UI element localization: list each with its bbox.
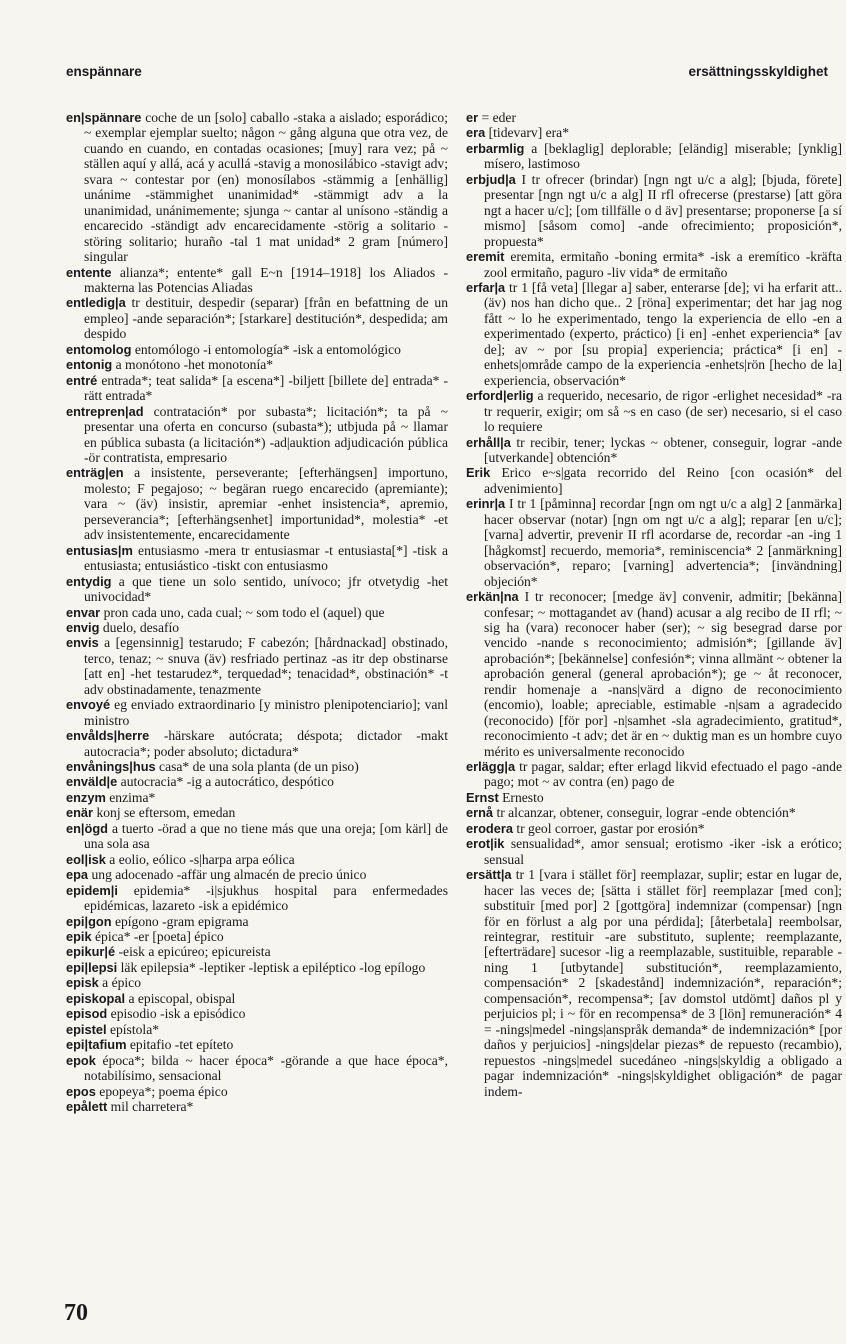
- entry-headword: eol|isk: [66, 851, 106, 867]
- entry-definition: tr 1 [få veta] [llegar a] saber, enterarse [de]; vi ha erfarit att.. (äv) nos han dicho que.. 2 [röna] experimentar; det har jag nog fått ~ lo he experimentado, tengo la experiencia de ello -en a experimentado (experto, práctico) [i en] -enhet experiencia* [av de]; av ~ por [su propia] experiencia; práctica* [i en] -enhets|område campo de la experiencia -enhets|rön [hecho de la] experiencia, observación*: [484, 279, 843, 388]
- entry-definition: eremita, ermitaño -boning ermita* -isk a eremítico -kräfta zool ermitaño, paguro -liv vida* de ermitaño: [484, 249, 842, 280]
- dictionary-entry: [66, 805, 448, 820]
- entry-headword: epos: [66, 1083, 96, 1099]
- entry-headword: enär: [66, 805, 94, 821]
- entry-definition: läk epilepsia* -leptiker -leptisk a epiléptico -log epílogo: [120, 959, 426, 975]
- entry-headword: entydig: [66, 573, 112, 589]
- entry-headword: erbjud|a: [466, 171, 516, 187]
- entry-headword: eremit: [466, 249, 505, 265]
- entry-definition: coche de un [solo] caballo -staka a aislado; esporádico; ~ exemplar ejemplar suelto; någon ~ gång alguna que otra vez, de cuando en cuando, en contadas ocasiones; [muy] rara vez; på ~ ställen aquí y allá, acá y acullá -stavig a monosilábico -stavigt adv; svara ~ contestar por (en) monosílabos -stämmig a [enhällig] unánime -stämmighet unanimidad* -stämmigt adv a la unanimidad, unánimemente; sjunga ~ cantar al unísono -ständig a encarecido -ständigt adv encarecidamente -störig a solitario -störing solitario; huraño -tal 1 mat unidad* 2 gram [número] singular: [84, 110, 449, 265]
- dictionary-entry: [466, 496, 842, 589]
- entry-definition: a [egensinnig] testarudo; F cabezón; [hårdnackad] obstinado, terco, tenaz; ~ snuva (äv) resfriado pertinaz -as itr dep obstinarse [att en] -het testarudez*, terquedad*; tenacidad*, obstinación* -t adv obstinadamente, tenazmente: [84, 635, 448, 697]
- entry-definition: sensualidad*, amor sensual; erotismo -iker -isk a erótico; sensual: [484, 836, 842, 867]
- entry-headword: entledig|a: [66, 295, 126, 311]
- entry-definition: enzima*: [109, 789, 156, 805]
- entry-headword: erlägg|a: [466, 759, 516, 775]
- dictionary-entry: [66, 295, 448, 341]
- entry-definition: konj se eftersom, emedan: [96, 805, 236, 821]
- dictionary-entry: [466, 805, 842, 820]
- entry-definition: epígono -gram epigrama: [114, 913, 249, 929]
- dictionary-entry: [466, 836, 842, 867]
- entry-headword: envoyé: [66, 697, 111, 713]
- entry-definition: contratación* por subasta*; licitación*; ta på ~ presentar una oferta en concurso (subasta*); utbjuda på ~ llamar en pública subasta (a licitación*) -ad|auktion adjudicación pública -ör contratista, empresario: [84, 403, 448, 465]
- entry-headword: epistel: [66, 1021, 107, 1037]
- dictionary-entry: [466, 280, 842, 388]
- dictionary-entry: [66, 1006, 448, 1021]
- entry-headword: erford|erlig: [466, 388, 534, 404]
- entry-definition: [tidevarv] era*: [488, 125, 570, 141]
- dictionary-entry: [66, 1037, 448, 1052]
- entry-headword: enträg|en: [66, 465, 124, 481]
- dictionary-entry: [66, 465, 448, 542]
- entry-headword: enväld|e: [66, 774, 118, 790]
- entry-definition: I tr ofrecer (brindar) [ngn ngt u/c a alg]; [bjuda, förete] presentar [ngn ngt u/c a alg] II rfl ofrecerse (prestarse) [att göra ngt a hacer u/c]; [om tillfälle o d äv] presentarse; proponerse [a sí mismo] [såsom como] -ande ofrecimiento; proposición*, propuesta*: [484, 171, 842, 249]
- entry-headword: envig: [66, 619, 100, 635]
- dictionary-entry: [66, 944, 448, 959]
- entry-definition: eg enviado extraordinario [y ministro plenipotenciario]; vanl ministro: [84, 697, 449, 728]
- dictionary-entry: [66, 543, 448, 574]
- entry-definition: episodio -isk a episódico: [110, 1006, 246, 1022]
- dictionary-entry: [66, 697, 448, 728]
- entry-definition: epístola*: [109, 1021, 160, 1037]
- dictionary-entry: [466, 867, 842, 1099]
- dictionary-entry: [466, 465, 842, 496]
- entry-headword: entré: [66, 372, 98, 388]
- entry-definition: casa* de una sola planta (de un piso): [159, 759, 359, 775]
- entry-headword: epi|lepsi: [66, 959, 118, 975]
- dictionary-entry: [466, 790, 842, 805]
- dictionary-entry: [66, 342, 448, 357]
- entry-definition: a monótono -het monotonía*: [115, 357, 274, 373]
- entry-definition: tr 1 [vara i stället för] reemplazar, suplir; estar en lugar de, hacer las veces de; [sätta i stället för] reemplazar [med con]; substituir [med por] 2 [gottgöra] indemnizar (compensar) [ngn för en förlust a alg por una pérdida]; [återbetala] reembolsar, reintegrar, restituir -are substituto, suplente; reemplazante, [efterträdare] sucesor -lig a reemplazable, sustituible, reparable -ning 1 [utbytande] substitución*, reemplazamiento, compensación* 2 [skadestånd] indemnización*, reparación*; compensación*, recompensa*; [av domstol utdömt] daños pl y perjuicios pl; i ~ för en recompensa* de 3 [lön] remuneración* 4 = -nings|medel -nings|anspråk demanda* de indemnización* [por daños y perjuicios] -nings|delar piezas* de repuesto (recambio), repuestos -nings|medel sucedáneo -nings|skyldig a obligado a pagar indemnización* -nings|skyldighet obligación* de pagar indem-: [484, 867, 842, 1099]
- entry-definition: alianza*; entente* gall E~n [1914–1918] los Aliados -makterna las Potencias Aliadas: [84, 264, 448, 295]
- dictionary-entry: [466, 759, 842, 790]
- entry-headword: en|ögd: [66, 820, 108, 836]
- entry-headword: epikur|é: [66, 944, 116, 960]
- dictionary-entry: [466, 141, 842, 172]
- entry-definition: I tr reconocer; [medge äv] convenir, admitir; [bekänna] confesar; ~ mottagandet av (hand) acusar a alg recibo de II rfl; ~ sig ha (vara) reconocer haber (ser); ~ sig besegrad darse por vencido -nande s reconocimiento; admisión*; [gillande äv] aprobación*; [bekännelse] confesión*; vinna allmänt ~ obtener la aprobación general (general aprobación*); ge ~ åt reconocer, rendir homenaje a -nans|värd a digno de reconocimiento (encomio), loable; apreciable, estimable -n|sam a agradecido (reconocido) [för por] -n|samhet -sla agradecimiento, gratitud*, reconocimiento -t adv; det är en ~ duktig man es un hombre cuyo mérito es universalmente reconocido: [484, 589, 842, 759]
- entry-definition: ung adocenado -affär ung almacén de precio único: [91, 867, 367, 883]
- entry-definition: a eolio, eólico -s|harpa arpa eólica: [109, 851, 295, 867]
- dictionary-entry: [466, 172, 842, 249]
- entry-definition: entrada*; teat salida* [a escena*] -biljett [billete de] entrada* -rätt entrada*: [84, 372, 448, 404]
- entry-headword: envis: [66, 635, 99, 651]
- entry-definition: a requerido, necesario, de rigor -erlighet necesidad* -ra tr requerir, exigir; om så ~s en caso (de ser) necesario, si el caso lo requiere: [484, 388, 842, 435]
- entry-headword: erodera: [466, 820, 513, 836]
- dictionary-entry: [466, 125, 842, 140]
- entry-definition: a que tiene un solo sentido, unívoco; jfr otvetydig -het univocidad*: [84, 573, 448, 605]
- running-head: [66, 64, 828, 86]
- dictionary-entry: [466, 435, 842, 466]
- entry-headword: envar: [66, 604, 101, 620]
- entry-definition: épica* -er [poeta] épico: [95, 929, 224, 945]
- dictionary-entry: [66, 929, 448, 944]
- entry-definition: a insistente, perseverante; [efterhängsen] importuno, molesto; F pegajoso; ~ begäran ruego encarecido (apremiante); vara ~ (äv) insistir, apremiar -enhet insistencia*, apremio, perseverancia*; [efterhängsenhet] importunidad*, molestia* -et adv insistentemente, encarecidamente: [84, 465, 448, 543]
- entry-headword: enzym: [66, 789, 106, 805]
- dictionary-column-left: [66, 110, 448, 1114]
- entry-definition: tr alcanzar, obtener, conseguir, lograr -ende obtención*: [496, 805, 796, 821]
- dictionary-entry: [66, 759, 448, 774]
- entry-definition: entusiasmo -mera tr entusiasmar -t entusiasta[*] -tisk a entusiasta; entusiástico -tiskt con entusiasmo: [84, 542, 448, 574]
- entry-definition: a [beklaglig] deplorable; [eländig] miserable; [ynklig] mísero, lastimoso: [484, 140, 842, 172]
- entry-headword: erot|ik: [466, 836, 505, 852]
- dictionary-entry: [66, 852, 448, 867]
- entry-headword: entonig: [66, 357, 113, 373]
- dictionary-entry: [66, 110, 448, 265]
- dictionary-entry: [66, 265, 448, 296]
- entry-definition: tr pagar, saldar; efter erlagd likvid efectuado el pago -ande pago; mot ~ av contra (en) pago de: [484, 759, 842, 790]
- entry-definition: tr geol corroer, gastar por erosión*: [516, 820, 705, 836]
- entry-definition: Erico e~s|gata recorrido del Reino [con ocasión* del advenimiento]: [484, 465, 842, 496]
- dictionary-entry: [66, 620, 448, 635]
- entry-headword: epik: [66, 929, 92, 945]
- entry-definition: tr destituir, despedir (separar) [från en befattning de un empleo] -ande separación*; [starkare] destitución*, despedida; am despido: [84, 295, 448, 342]
- entry-definition: tr recibir, tener; lyckas ~ obtener, conseguir, lograr -ande [utverkande] obtención*: [484, 434, 842, 465]
- dictionary-entry: [66, 728, 448, 759]
- entry-headword: epidem|i: [66, 882, 118, 898]
- entry-headword: epålett: [66, 1099, 108, 1114]
- entry-headword: epa: [66, 867, 89, 883]
- dictionary-entry: [66, 991, 448, 1006]
- entry-headword: entusias|m: [66, 542, 133, 558]
- entry-definition: epidemia* -i|sjukhus hospital para enfermedades epidémicas, lazareto -isk a epidémico: [84, 882, 448, 914]
- entry-headword: episk: [66, 975, 99, 991]
- guide-word-right: ersättningsskyldighet: [688, 64, 828, 79]
- entry-headword: entrepren|ad: [66, 403, 144, 419]
- entry-definition: a tuerto -örad a que no tiene más que una oreja; [om kärl] de una sola asa: [84, 820, 448, 852]
- entry-definition: Ernesto: [502, 789, 544, 805]
- entry-headword: Ernst: [466, 789, 499, 805]
- entry-definition: epopeya*; poema épico: [99, 1083, 228, 1099]
- dictionary-entry: [66, 1053, 448, 1084]
- entry-definition: a episcopal, obispal: [128, 990, 236, 1006]
- entry-headword: episod: [66, 1006, 108, 1022]
- entry-headword: er: [466, 110, 479, 125]
- entry-headword: erinr|a: [466, 496, 506, 512]
- dictionary-entry: [66, 790, 448, 805]
- entry-definition: -eisk a epicúreo; epicureista: [118, 944, 271, 960]
- entry-headword: envånings|hus: [66, 759, 156, 775]
- entry-headword: erbarmlig: [466, 140, 525, 156]
- guide-word-left: enspännare: [66, 64, 142, 79]
- dictionary-entry: [66, 1099, 448, 1114]
- dictionary-entry: [66, 960, 448, 975]
- entry-definition: I tr 1 [påminna] recordar [ngn om ngt u/c a alg] 2 [anmärka] hacer observar (notar) [ngn om ngt u/c a alg]; reparar [en u/c]; [varna] advertir, prevenir II rfl acordarse de, recordar -an -ing 1 [hågkomst] recuerdo, memoria*, reminiscencia* 2 [anmärkning] observación*, reparo; [varning] advertencia*; [invändning] objeción*: [484, 496, 843, 589]
- dictionary-entry: [66, 975, 448, 990]
- dictionary-entry: [66, 1084, 448, 1099]
- dictionary-entry: [466, 110, 842, 125]
- dictionary-entry: [66, 883, 448, 914]
- entry-definition: pron cada uno, cada cual; ~ som todo el (aquel) que: [103, 604, 385, 620]
- dictionary-entry: [66, 1022, 448, 1037]
- dictionary-entry: [66, 574, 448, 605]
- dictionary-entry: [66, 914, 448, 929]
- entry-headword: erkän|na: [466, 589, 519, 605]
- entry-headword: episkopal: [66, 990, 126, 1006]
- dictionary-entry: [66, 357, 448, 372]
- entry-headword: envålds|herre: [66, 728, 150, 744]
- entry-headword: era: [466, 125, 486, 141]
- dictionary-entry: [66, 373, 448, 404]
- entry-definition: a épico: [102, 975, 142, 991]
- dictionary-entry: [66, 605, 448, 620]
- entry-headword: Erik: [466, 465, 491, 481]
- entry-definition: autocracia* -ig a autocrático, despótico: [120, 774, 334, 790]
- entry-definition: epitafio -tet epíteto: [129, 1037, 234, 1053]
- entry-headword: epok: [66, 1052, 96, 1068]
- dictionary-entry: [466, 388, 842, 434]
- page-number: 70: [64, 1300, 88, 1326]
- entry-headword: ernå: [466, 805, 494, 821]
- dictionary-entry: [66, 867, 448, 882]
- dictionary-entry: [466, 589, 842, 759]
- entry-definition: duelo, desafío: [102, 619, 180, 635]
- dictionary-entry: [466, 821, 842, 836]
- entry-headword: erfar|a: [466, 279, 506, 295]
- entry-definition: mil charretera*: [110, 1099, 194, 1114]
- entry-definition: = eder: [481, 110, 516, 125]
- dictionary-entry: [66, 821, 448, 852]
- entry-definition: entomólogo -i entomología* -isk a entomológico: [134, 341, 401, 357]
- dictionary-column-right: [466, 110, 842, 1099]
- dictionary-entry: [66, 635, 448, 697]
- dictionary-entry: [466, 249, 842, 280]
- dictionary-entry: [66, 774, 448, 789]
- entry-headword: en|spännare: [66, 110, 142, 125]
- entry-headword: entomolog: [66, 341, 132, 357]
- entry-headword: epi|tafium: [66, 1037, 127, 1053]
- entry-headword: epi|gon: [66, 913, 112, 929]
- entry-definition: época*; bilda ~ hacer época* -görande a que hace época*, notabilísimo, sensacional: [84, 1052, 448, 1084]
- entry-headword: erhåll|a: [466, 434, 511, 450]
- entry-headword: ersätt|a: [466, 867, 512, 883]
- entry-definition: -härskare autócrata; déspota; dictador -makt autocracia*; poder absoluto; dictadura*: [84, 728, 448, 759]
- entry-headword: entente: [66, 264, 112, 280]
- dictionary-entry: [66, 404, 448, 466]
